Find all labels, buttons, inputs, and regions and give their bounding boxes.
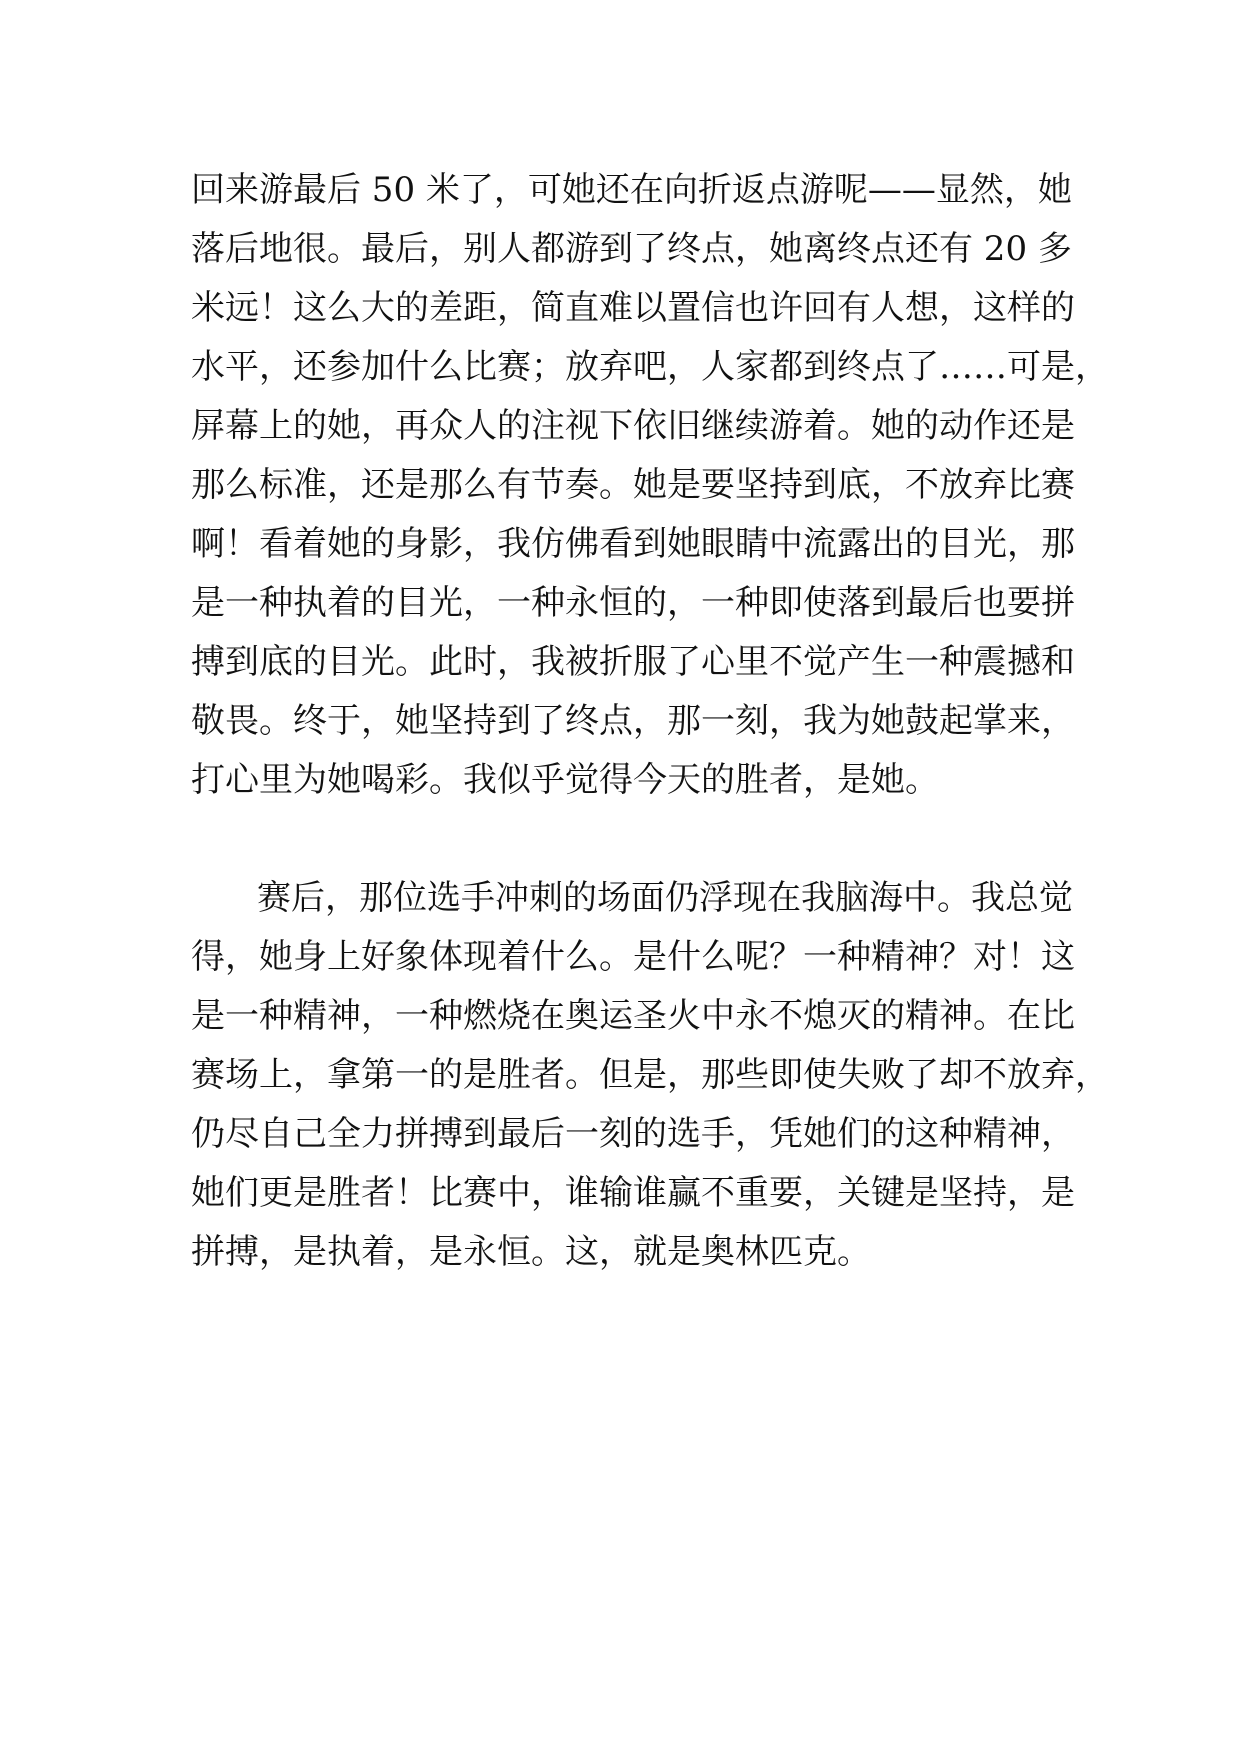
text-line: 屏幕上的她，再众人的注视下依旧继续游着。她的动作还是	[191, 406, 1075, 446]
text-line: 仍尽自己全力拼搏到最后一刻的选手，凭她们的这种精神，	[191, 1114, 1075, 1154]
text-line: 是一种执着的目光，一种永恒的，一种即使落到最后也要拼	[191, 583, 1075, 623]
text-line: 赛场上，拿第一的是胜者。但是，那些即使失败了却不放弃，	[191, 1055, 1109, 1095]
text-line: 搏到底的目光。此时，我被折服了心里不觉产生一种震撼和	[191, 642, 1075, 682]
paragraph-2	[191, 869, 1109, 1282]
text-line: 打心里为她喝彩。我似乎觉得今天的胜者，是她。	[191, 760, 939, 800]
text-line: 她们更是胜者！比赛中，谁输谁赢不重要，关键是坚持，是	[191, 1173, 1075, 1213]
text-line: 是一种精神，一种燃烧在奥运圣火中永不熄灭的精神。在比	[191, 996, 1075, 1036]
text-line: 赛后，那位选手冲刺的场面仍浮现在我脑海中。我总觉	[257, 878, 1073, 918]
paragraph-1	[191, 161, 1109, 810]
text-line: 啊！看着她的身影，我仿佛看到她眼睛中流露出的目光，那	[191, 524, 1075, 564]
text-line: 那么标准，还是那么有节奏。她是要坚持到底，不放弃比赛	[191, 465, 1075, 505]
text-line: 落后地很。最后，别人都游到了终点，她离终点还有 20 多	[191, 229, 1072, 269]
text-line: 得，她身上好象体现着什么。是什么呢？一种精神？对！这	[191, 937, 1075, 977]
text-line: 敬畏。终于，她坚持到了终点，那一刻，我为她鼓起掌来，	[191, 701, 1075, 741]
text-line: 回来游最后 50 米了，可她还在向折返点游呢——显然，她	[191, 170, 1072, 210]
text-line: 水平，还参加什么比赛；放弃吧，人家都到终点了……可是，	[191, 347, 1109, 387]
text-line: 拼搏，是执着，是永恒。这，就是奥林匹克。	[191, 1232, 871, 1272]
text-line: 米远！这么大的差距，简直难以置信也许回有人想，这样的	[191, 288, 1075, 328]
